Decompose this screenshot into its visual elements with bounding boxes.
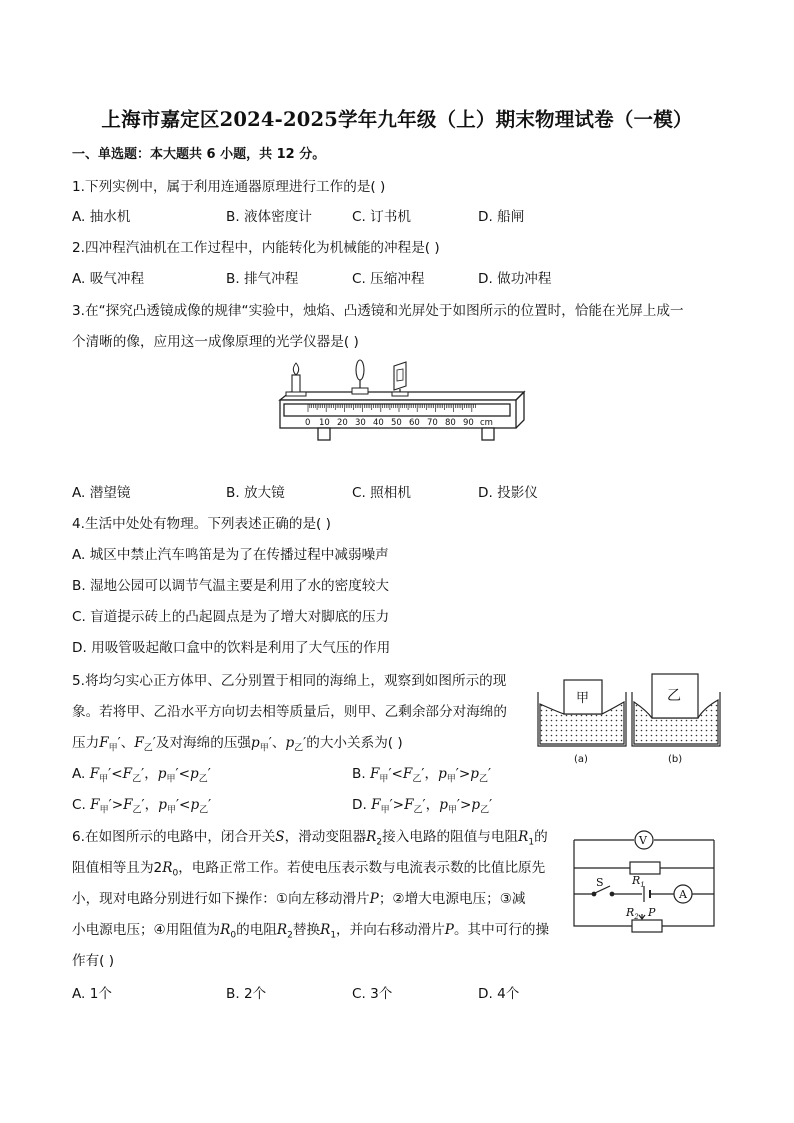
q6-stem-line4: 小电源电压；④用阻值为$R_0$的电阻$R_2$替换$R_1$，并向右移动滑片P。其中可行的操: [72, 922, 550, 941]
q4-option-b: B. 湿地公园可以调节气温主要是利用了水的密度较大: [72, 578, 390, 594]
q4-option-c: C. 盲道提示砖上的凸起圆点是为了增大对脚底的压力: [72, 609, 390, 625]
q3-option-c: C. 照相机: [352, 485, 411, 501]
figure-label-a: (a): [574, 754, 588, 765]
tick-label: 0: [305, 418, 311, 428]
q1-option-b: B. 液体密度计: [226, 209, 312, 225]
q5-stem-line3: 压力$F_甲'$、$F_乙'$及对海绵的压强$p_甲'$、$p_乙'$的大小关系为( ): [72, 735, 403, 754]
section-heading: 一、单选题：本大题共 6 小题，共 12 分。: [72, 147, 326, 162]
tick-label: 10: [319, 418, 330, 428]
q6-stem-line3: 小，现对电路分别进行如下操作：①向左移动滑片P；②增大电源电压；③减: [72, 891, 526, 907]
q3-option-a: A. 潜望镜: [72, 485, 131, 501]
q2-option-b: B. 排气冲程: [226, 271, 299, 287]
r2-label: $R_2$: [626, 906, 639, 921]
tick-label: 30: [355, 418, 366, 428]
q6-stem-line5: 作有( ): [72, 953, 115, 969]
q3-option-d: D. 投影仪: [478, 485, 538, 501]
figure-label-b: (b): [668, 754, 683, 765]
slider-p-label: P: [648, 906, 656, 919]
q6-option-a: A. 1个: [72, 986, 112, 1002]
q6-stem-line1: 6.在如图所示的电路中，闭合开关S，滑动变阻器$R_2$接入电路的阻值与电阻$R_1$的: [72, 829, 548, 848]
q5-option-c: C. $F_甲'>F_乙'$，$p_甲'<p_乙'$: [72, 797, 212, 816]
q5-option-d: D. $F_甲'>F_乙'$，$p_甲'>p_乙'$: [352, 797, 493, 816]
tick-label: 40: [373, 418, 384, 428]
q4-stem: 4.生活中处处有物理。下列表述正确的是( ): [72, 516, 331, 532]
q5-option-a: A. $F_甲'<F_乙'$，$p_甲'<p_乙'$: [72, 766, 211, 785]
circuit-figure: [568, 826, 720, 936]
tick-label: 90: [463, 418, 474, 428]
light-screen-icon: [392, 362, 408, 396]
q5-option-b: B. $F_甲'<F_乙'$，$p_甲'>p_乙'$: [352, 766, 492, 785]
tick-label: 50: [391, 418, 402, 428]
q2-option-d: D. 做功冲程: [478, 271, 552, 287]
lens-icon: [352, 360, 368, 394]
switch-label: S: [596, 876, 604, 889]
q1-option-c: C. 订书机: [352, 209, 411, 225]
q1-stem: 1.下列实例中，属于利用连通器原理进行工作的是( ): [72, 179, 386, 195]
box-yi-label: 乙: [667, 688, 681, 704]
q2-option-a: A. 吸气冲程: [72, 271, 145, 287]
tick-label: 60: [409, 418, 420, 428]
q6-stem-line2: 阻值相等且为$2R_0$，电路正常工作。若使电压表示数与电流表示数的比值比原先: [72, 860, 546, 879]
q2-option-c: C. 压缩冲程: [352, 271, 425, 287]
q6-option-b: B. 2个: [226, 986, 267, 1002]
box-jia-label: 甲: [576, 691, 590, 706]
q2-stem: 2.四冲程汽油机在工作过程中，内能转化为机械能的冲程是( ): [72, 240, 440, 256]
tick-label: 20: [337, 418, 348, 428]
optical-bench-figure: [272, 356, 526, 448]
sponge-figure: [534, 668, 724, 768]
q3-stem-line1: 3.在“探究凸透镜成像的规律“实验中，烛焰、凸透镜和光屏处于如图所示的位置时，恰能在光屏上成一: [72, 303, 684, 319]
tick-label: 70: [427, 418, 438, 428]
q5-stem-line2: 象。若将甲、乙沿水平方向切去相等质量后，则甲、乙剩余部分对海绵的: [72, 704, 507, 720]
q3-option-b: B. 放大镜: [226, 485, 285, 501]
q3-stem-line2: 个清晰的像，应用这一成像原理的光学仪器是( ): [72, 334, 359, 350]
ammeter-label: A: [679, 888, 687, 901]
r1-label: $R_1$: [632, 874, 645, 889]
q4-option-a: A. 城区中禁止汽车鸣笛是为了在传播过程中减弱噪声: [72, 547, 389, 563]
candle-icon: [286, 363, 306, 396]
q6-option-d: D. 4个: [478, 986, 520, 1002]
q6-option-c: C. 3个: [352, 986, 393, 1002]
q4-option-d: D. 用吸管吸起敞口盒中的饮料是利用了大气压的作用: [72, 640, 391, 656]
voltmeter-label: V: [639, 834, 647, 847]
tick-label: cm: [480, 418, 493, 428]
q1-option-d: D. 船闸: [478, 209, 525, 225]
q1-option-a: A. 抽水机: [72, 209, 131, 225]
page-title: 上海市嘉定区2024-2025学年九年级（上）期末物理试卷（一模）: [101, 108, 693, 131]
q5-stem-line1: 5.将均匀实心正方体甲、乙分别置于相同的海绵上，观察到如图所示的现: [72, 673, 507, 689]
tick-label: 80: [445, 418, 456, 428]
